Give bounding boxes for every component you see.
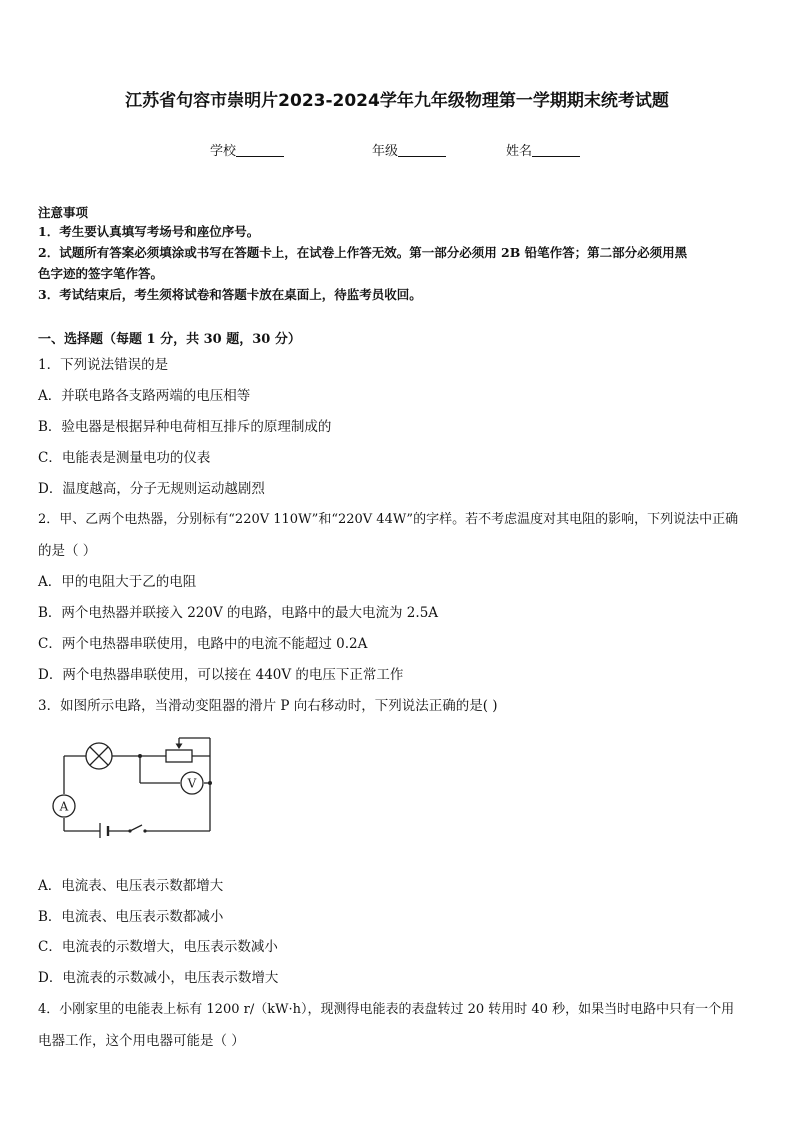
question-2-option-d: D．两个电热器串联使用，可以接在 440V 的电压下正常工作 <box>38 667 404 683</box>
switch-contact <box>128 829 131 832</box>
question-1-option-b: B．验电器是根据异种电荷相互排斥的原理制成的 <box>38 419 332 435</box>
note-item: 2．试题所有答案必须填涂或书写在答题卡上，在试卷上作答无效。第一部分必须用 2B 铅笔作答；第二部分必须用黑 <box>38 245 688 260</box>
page-title: 江苏省句容市崇明片2023-2024学年九年级物理第一学期期末统考试题 <box>125 91 669 111</box>
question-4-stem: 4．小刚家里的电能表上标有 1200 r/（kW·h），现测得电能表的表盘转过 20 转用时 40 秒，如果当时电路中只有一个用 <box>38 1002 735 1017</box>
notes-heading: 注意事项 <box>38 205 89 220</box>
question-1-option-d: D．温度越高，分子无规则运动越剧烈 <box>38 481 265 497</box>
question-3-option-b: B．电流表、电压表示数都减小 <box>38 909 224 925</box>
voltmeter-symbol <box>181 772 203 794</box>
question-1-option-a: A．并联电路各支路两端的电压相等 <box>38 388 251 404</box>
name-label: 姓名 <box>506 144 533 159</box>
name-blank <box>532 144 580 157</box>
junction-dot <box>138 754 142 758</box>
question-2-option-c: C．两个电热器串联使用，电路中的电流不能超过 0.2A <box>38 636 368 652</box>
circuit-diagram <box>46 728 226 838</box>
note-item: 1．考生要认真填写考场号和座位序号。 <box>38 224 260 239</box>
grade-field <box>372 140 446 159</box>
battery-symbol <box>100 823 108 838</box>
question-4-stem-cont: 电器工作，这个用电器可能是（ ） <box>38 1033 245 1049</box>
ammeter-symbol <box>53 795 75 817</box>
question-1-option-c: C．电能表是测量电功的仪表 <box>38 450 211 466</box>
question-3-option-c: C．电流表的示数增大，电压表示数减小 <box>38 939 278 955</box>
question-2-option-b: B．两个电热器并联接入 220V 的电路，电路中的最大电流为 2.5A <box>38 605 439 621</box>
school-blank <box>236 144 284 157</box>
question-2-option-a: A．甲的电阻大于乙的电阻 <box>38 574 197 590</box>
grade-label: 年级 <box>372 144 399 159</box>
note-item: 色字迹的签字笔作答。 <box>38 266 164 281</box>
question-2-stem-cont: 的是（ ） <box>38 543 97 559</box>
school-label: 学校 <box>210 144 237 159</box>
ammeter-label: A <box>59 799 69 814</box>
school-field <box>210 140 284 159</box>
question-1-stem: 1．下列说法错误的是 <box>38 357 169 373</box>
name-field <box>506 140 580 159</box>
rheostat-symbol <box>166 744 192 763</box>
question-3-option-a: A．电流表、电压表示数都增大 <box>38 878 224 894</box>
switch-contact <box>143 829 146 832</box>
voltmeter-label: V <box>187 776 197 791</box>
section-heading: 一、选择题（每题 1 分，共 30 题，30 分） <box>38 332 301 347</box>
question-2-stem: 2．甲、乙两个电热器，分别标有“220V 110W”和“220V 44W”的字样。若不考虑温度对其电阻的影响，下列说法中正确 <box>38 512 739 527</box>
lamp-symbol <box>86 743 112 769</box>
junction-dot <box>208 781 212 785</box>
note-item: 3．考试结束后，考生须将试卷和答题卡放在桌面上，待监考员收回。 <box>38 287 422 302</box>
question-3-option-d: D．电流表的示数减小，电压表示数增大 <box>38 970 279 986</box>
grade-blank <box>398 144 446 157</box>
question-3-stem: 3．如图所示电路，当滑动变阻器的滑片 P 向右移动时，下列说法正确的是( ) <box>38 698 498 714</box>
